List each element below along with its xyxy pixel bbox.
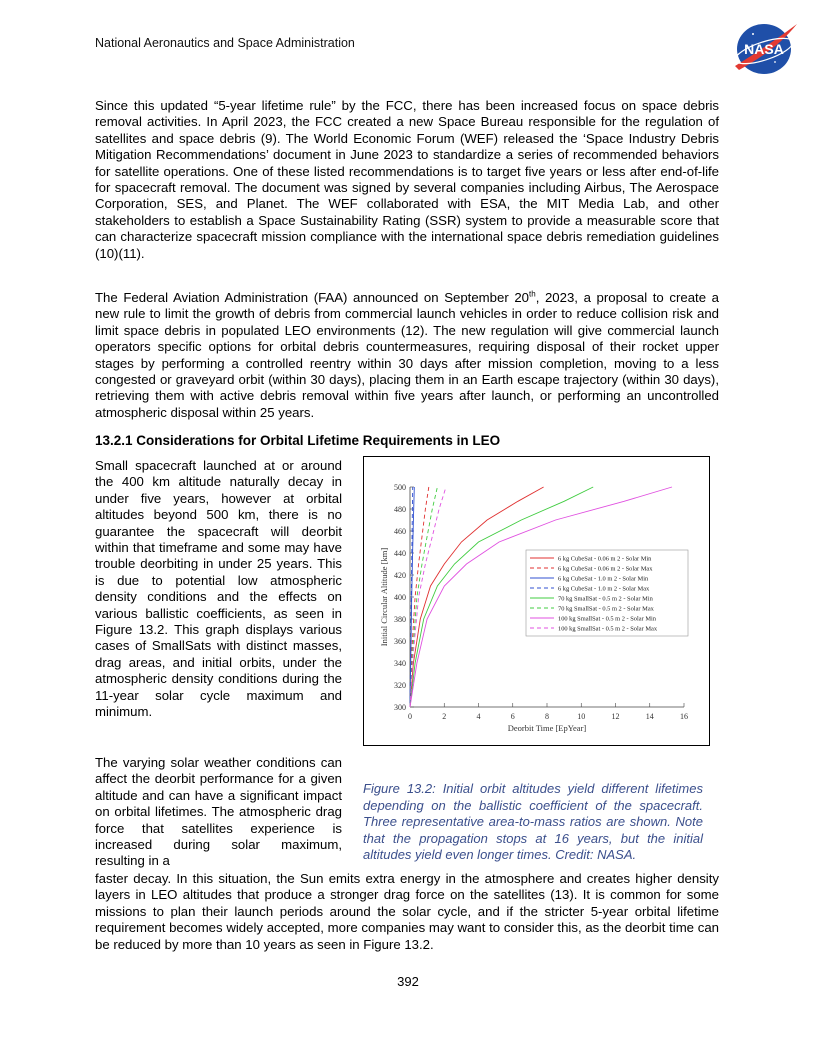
nasa-logo-text: NASA: [744, 41, 784, 57]
legend-entry-3: 6 kg CubeSat - 1.0 m 2 - Solar Min: [558, 575, 649, 583]
nasa-logo-star: [752, 33, 754, 35]
paragraph-5-year-rule: Since this updated “5-year lifetime rule” by the FCC, there has been increased focus on space debris removal activities. In April 2023, the FCC created a new Space Bureau responsible for the regulation of satellites and space debris (9). The World Economic Forum (WEF) released the ‘Space Industry Debris Mitigation Recommendations’ document in June 2023 to standardize a series of recommended behaviors for satellite operations. One of these listed recommendations is to target five years or less after end-of-life for spacecraft removal. The document was signed by several companies including Airbus, The Aerospace Corporation, SES, and Planet. The WEF collaborated with ESA, the MIT Media Lab, and other stakeholders to establish a Space Sustainability Rating (SSR) system to provide a measurable score that can characterize spacecraft mission compliance with the international space debris remediation guidelines (10)(11).: [95, 98, 719, 261]
paragraph-solar-weather: The varying solar weather conditions can affect the deorbit performance for a given altitude and can have a significant impact on orbital lifetimes. The atmospheric drag force that satellites experience is increased during solar maximum, resulting in a: [95, 755, 342, 869]
paragraph-faa-text-a: The Federal Aviation Administration (FAA) announced on September 20: [95, 290, 530, 305]
x-tick-label: 6: [510, 712, 515, 721]
y-tick-label: 460: [394, 527, 406, 536]
nasa-logo-star: [774, 61, 776, 63]
page-header-organization: National Aeronautics and Space Administration: [95, 36, 355, 50]
y-tick-label: 440: [394, 549, 406, 558]
paragraph-faa-proposal: [95, 290, 719, 421]
paragraph-small-spacecraft: Small spacecraft launched at or around the 400 km altitude naturally decay in under five years, however at orbital altitudes beyond 500 km, there is no guarantee the spacecraft will deorbit within that timeframe and some may have trouble deorbiting in under 25 years. This is due to potential low atmospheric density conditions and the effects on various ballistic coefficients, as seen in Figure 13.2. This graph displays various cases of SmallSats with distinct masses, drag areas, and initial orbits, under the atmospheric density conditions during the 11-year solar cycle maximum and minimum.: [95, 458, 342, 720]
y-tick-label: 300: [394, 703, 406, 712]
deorbit-chart: [364, 457, 709, 745]
legend-entry-7: 100 kg SmallSat - 0.5 m 2 - Solar Min: [558, 615, 656, 623]
y-tick-label: 360: [394, 637, 406, 646]
x-tick-label: 8: [545, 712, 549, 721]
figure-caption: Figure 13.2: Initial orbit altitudes yield different lifetimes depending on the ballistic coefficient of the spacecraft. Three representative area-to-mass ratios are shown. Note that the propagation stops at 16 years, but the initial altitudes yield even longer times. Credit: NASA.: [363, 781, 703, 863]
legend-entry-5: 70 kg SmallSat - 0.5 m 2 - Solar Min: [558, 595, 653, 603]
legend-entry-4: 6 kg CubeSat - 1.0 m 2 - Solar Max: [558, 585, 650, 593]
x-tick-label: 14: [645, 712, 654, 721]
x-tick-label: 2: [442, 712, 447, 721]
y-axis-label: Initial Circular Altitude [km]: [379, 547, 389, 647]
legend-entry-2: 6 kg CubeSat - 0.06 m 2 - Solar Max: [558, 565, 653, 573]
y-tick-label: 380: [394, 615, 406, 624]
nasa-logo: [731, 20, 799, 78]
page-number: 392: [397, 974, 419, 989]
y-tick-label: 400: [394, 593, 406, 602]
ordinal-superscript: th: [529, 289, 536, 299]
x-axis-label: Deorbit Time [EpYear]: [507, 723, 587, 733]
legend-entry-6: 70 kg SmallSat - 0.5 m 2 - Solar Max: [558, 605, 654, 613]
figure-13-2: [363, 456, 710, 746]
x-tick-label: 10: [577, 712, 586, 721]
y-tick-label: 320: [394, 681, 406, 690]
legend-box: [526, 550, 688, 636]
paragraph-faa-text-b: , 2023, a proposal to create a new rule to limit the growth of debris from commercial launch vehicles in order to reduce collision risk and limit space debris in populated LEO environments (12). The new regulation will give commercial launch operators specific options for orbital debris countermeasures, requiring disposal of their rocket upper stages by performing a controlled reentry within 30 days after mission completion, moving to a less congested or graveyard orbit (within 30 days), placing them in an Earth escape trajectory (within 30 days), retrieving them with active debris removal within five years after launch, or performing an uncontrolled atmospheric disposal within 25 years.: [95, 290, 719, 420]
x-tick-label: 12: [611, 712, 620, 721]
series-line-1: [410, 487, 544, 707]
x-tick-label: 16: [680, 712, 688, 721]
x-tick-label: 4: [476, 712, 481, 721]
y-tick-label: 340: [394, 659, 406, 668]
y-tick-label: 420: [394, 571, 406, 580]
x-tick-label: 0: [408, 712, 412, 721]
paragraph-faster-decay: faster decay. In this situation, the Sun emits extra energy in the atmosphere and creates higher density layers in LEO altitudes that produce a stronger drag force on the satellites (13). It is common for some missions to plan their launch periods around the solar cycle, and if the stricter 5-year orbital lifetime requirement becomes widely accepted, more companies may want to consider this, as the deorbit time can be reduced by more than 10 years as seen in Figure 13.2.: [95, 871, 719, 952]
legend-entry-8: 100 kg SmallSat - 0.5 m 2 - Solar Max: [558, 625, 658, 633]
legend-entry-1: 6 kg CubeSat - 0.06 m 2 - Solar Min: [558, 555, 652, 563]
y-tick-label: 480: [394, 505, 406, 514]
y-tick-label: 500: [394, 483, 406, 492]
section-heading: 13.2.1 Considerations for Orbital Lifetime Requirements in LEO: [95, 433, 501, 448]
